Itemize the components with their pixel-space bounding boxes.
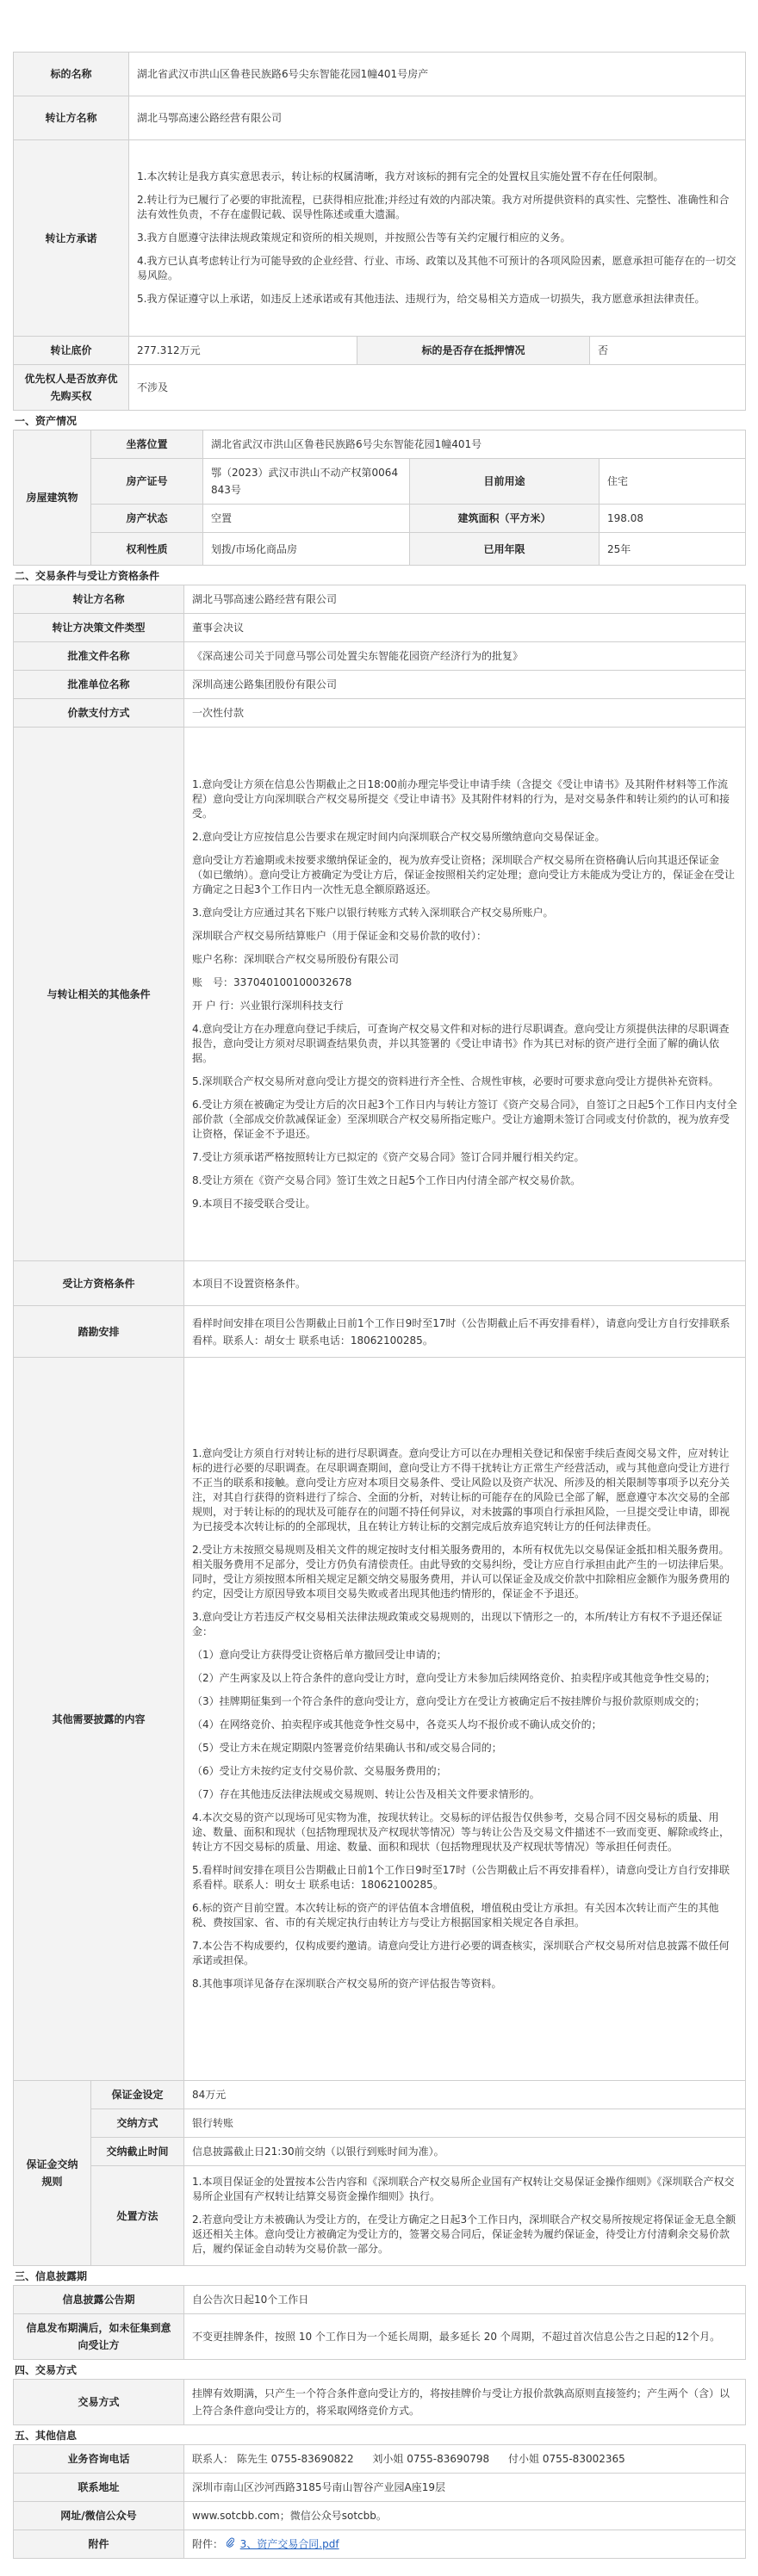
deal-transferor-label: 转让方名称 xyxy=(14,585,184,614)
section-contact-title: 五、其他信息 xyxy=(15,2430,78,2442)
nature-value: 划拨/市场化商品房 xyxy=(203,533,410,566)
use-value: 住宅 xyxy=(600,459,746,505)
subject-value: 湖北省武汉市洪山区鲁巷民族路6号尖东智能花园1幢401号房产 xyxy=(129,53,746,96)
contact-person: 联系人： 陈先生 0755-83690822 xyxy=(192,2453,354,2465)
extension-value: 不变更挂牌条件，按照 10 个工作日为一个延长周期，最多延长 20 个周期，不超过首次信息公告之日起的12个月。 xyxy=(184,2314,746,2360)
deposit-handling-label: 处置方法 xyxy=(91,2166,184,2266)
method-value: 挂牌有效期满，只产生一个符合条件意向受让方的，将按挂牌价与受让方报价款孰高原则直接签约；产生两个（含）以上符合条件意向受让方的，将采取网络竞价方式。 xyxy=(184,2380,746,2425)
commitment-list xyxy=(129,140,746,337)
deal-transferor-value: 湖北马鄂高速公路经营有限公司 xyxy=(184,585,746,614)
disclosure-paragraph: 3.意向受让方若违反产权交易相关法律法规政策或交易规则的，出现以下情形之一的，本所/转让方有权不予退还保证金： xyxy=(192,1611,723,1638)
account-number: 账 号：337040100100032678 xyxy=(192,975,352,988)
condition-paragraph: 深圳联合产权交易所结算账户（用于保证金和交易价款的收付）： xyxy=(192,929,488,942)
approval-doc-label: 批准文件名称 xyxy=(14,642,184,671)
status-value: 空置 xyxy=(203,505,410,533)
commitment-item: 1.本次转让是我方真实意思表示，转让标的权属清晰，我方对该标的拥有完全的处置权且实施处置不存在任何限制。 xyxy=(137,170,664,183)
price-value: 277.312万元 xyxy=(129,337,357,365)
deposit-amount-value: 84万元 xyxy=(184,2081,746,2109)
attachment-label: 附件 xyxy=(14,2530,184,2559)
disclosure-paragraph: 5.看样时间安排在项目公告期截止日前1个工作日9时至17时（公告期截止后不再安排看样），请意向受让方自行安排联系看样。联系人：明女士 联系电话：18062100285。 xyxy=(192,1864,730,1891)
decision-label: 转让方决策文件类型 xyxy=(14,614,184,642)
attachment-value xyxy=(184,2530,746,2559)
commitment-item: 5.我方保证遵守以上承诺，如违反上述承诺或有其他违法、违规行为，给交易相关方造成一切损失，我方愿意承担法律责任。 xyxy=(137,293,705,305)
qualification-label: 受让方资格条件 xyxy=(14,1261,184,1306)
contact-person: 付小姐 0755-83002365 xyxy=(508,2453,625,2465)
contact-table xyxy=(13,2444,746,2559)
method-label: 交易方式 xyxy=(14,2380,184,2425)
section-method-title: 四、交易方式 xyxy=(15,2364,78,2376)
location-value: 湖北省武汉市洪山区鲁巷民族路6号尖东智能花园1幢401号 xyxy=(203,430,746,459)
other-conditions-label: 与转让相关的其他条件 xyxy=(14,728,184,1261)
transferor-value: 湖北马鄂高速公路经营有限公司 xyxy=(129,96,746,140)
deposit-amount-label: 保证金设定 xyxy=(91,2081,184,2109)
attachment-link[interactable]: 3、资产交易合同.pdf xyxy=(239,2538,339,2550)
years-value: 25年 xyxy=(600,533,746,566)
disclosure-paragraph: 2.受让方未按照交易规则及相关文件的规定按时支付相关服务费用的，本所有权优先以交易保证金抵扣相关服务费用。相关服务费用不足部分，受让方仍负有清偿责任。由此导致的交易纠纷，受让方应自行承担由此产生的一切法律后果。同时，受让方须按照本所相关规定足额交纳交易服务费用，并认可以保证金及成交价款中扣除相应金额作为服务费用的约定，因受让方原因导致本项目交易失败或者出现其他违约情形的，保证金不予退还。 xyxy=(192,1544,730,1600)
method-table xyxy=(13,2379,746,2425)
location-label: 坐落位置 xyxy=(91,430,203,459)
asset-category: 房屋建筑物 xyxy=(14,430,91,566)
area-label: 建筑面积（平方米） xyxy=(410,505,600,533)
nature-label: 权利性质 xyxy=(91,533,203,566)
deposit-method-label: 交纳方式 xyxy=(91,2109,184,2138)
payment-value: 一次性付款 xyxy=(184,699,746,728)
status-label: 房产状态 xyxy=(91,505,203,533)
disclosure-subitem: （2）产生两家及以上符合条件的意向受让方时，意向受让方未参加后续网络竞价、拍卖程序或其他竞争性交易的； xyxy=(192,1672,716,1684)
mortgage-label: 标的是否存在抵押情况 xyxy=(357,337,590,365)
deposit-handling-item: 2.若意向受让方未被确认为受让方的，在受让方确定之日起3个工作日内，深圳联合产权交易所按规定将保证金无息全额返还相关主体。意向受让方被确定为受让方的，签署交易合同后，保证金转为履约保证金，待受让方付清剩余交易价款后，履约保证金自动转为交易价款一部分。 xyxy=(192,2214,736,2255)
condition-paragraph: 3.意向受让方应通过其名下账户以银行转账方式转入深圳联合产权交易所账户。 xyxy=(192,906,554,919)
condition-paragraph: 8.受让方须在《资产交易合同》签订生效之日起5个工作日内付清全部产权交易价款。 xyxy=(192,1173,581,1186)
disclosure-label: 其他需要披露的内容 xyxy=(14,1358,184,2081)
disclosure-subitem: （4）在网络竞价、拍卖程序或其他竞争性交易中，各竞买人均不报价或不确认成交价的； xyxy=(192,1718,602,1731)
disclosure-subitem: （7）存在其他违反法律法规或交易规则、转让公告及相关文件要求情形的。 xyxy=(192,1788,540,1800)
viewing-value: 看样时间安排在项目公告期截止日前1个工作日9时至17时（公告期截止后不再安排看样），请意向受让方自行安排联系看样。联系人：胡女士 联系电话：18062100285。 xyxy=(184,1306,746,1358)
approval-unit-label: 批准单位名称 xyxy=(14,671,184,699)
account-bank: 开 户 行：兴业银行深圳科技支行 xyxy=(192,999,344,1012)
price-label: 转让底价 xyxy=(14,337,129,365)
disclosure-subitem: （5）受让方未在规定期限内签署竞价结果确认书和/或交易合同的； xyxy=(192,1742,502,1754)
period-value: 自公告次日起10个工作日 xyxy=(184,2286,746,2314)
section-info-title: 三、信息披露期 xyxy=(15,2270,88,2282)
payment-label: 价款支付方式 xyxy=(14,699,184,728)
disclosure-paragraph: 7.本公告不构成要约，仅构成要约邀请。请意向受让方进行必要的调查核实，深圳联合产权交易所对信息披露不做任何承诺或担保。 xyxy=(192,1940,730,1966)
condition-paragraph: 1.意向受让方须在信息公告期截止之日18:00前办理完毕受让申请手续（含提交《受让申请书》及其附件材料等工作流程）意向受让方向深圳联合产权交易所提交《受让申请书》及其附件材料的行为，是对交易条件和转让须约的认可和接受。 xyxy=(192,777,730,820)
area-value: 198.08 xyxy=(600,505,746,533)
years-label: 已用年限 xyxy=(410,533,600,566)
qualification-value: 本项目不设置资格条件。 xyxy=(184,1261,746,1306)
deposit-handling-item: 1.本项目保证金的处置按本公告内容和《深圳联合产权交易所企业国有产权转让交易保证金操作细则》《深圳联合产权交易所企业国有产权转让结算交易资金操作细则》执行。 xyxy=(192,2176,735,2202)
info-table xyxy=(13,2285,746,2360)
condition-paragraph: 意向受让方若逾期或未按要求缴纳保证金的，视为放弃受让资格；深圳联合产权交易所在资格确认后向其退还保证金（如已缴纳）。意向受让方被确定为受让方后，保证金按照相关约定处理；意向受让方未能成为受让方的，保证金在受让方确定之日起3个工作日内一次性无息全额原路返还。 xyxy=(192,853,736,895)
disclosure-content xyxy=(184,1358,746,2081)
cert-label: 房产证号 xyxy=(91,459,203,505)
disclosure-subitem: （1）意向受让方获得受让资格后单方撤回受让申请的； xyxy=(192,1649,447,1661)
project-summary-table xyxy=(13,52,746,411)
paperclip-icon xyxy=(227,2537,235,2548)
commitment-item: 2.转让行为已履行了必要的审批流程，已获得相应批准;并经过有效的内部决策。我方对所提供资料的真实性、完整性、准确性和合法有效性负责，不存在虚假记载、误导性陈述或重大遗漏。 xyxy=(137,194,730,220)
disclosure-paragraph: 4.本次交易的资产以现场可见实物为准，按现状转让。交易标的评估报告仅供参考，交易合同不因交易标的质量、用途、数量、面积和现状（包括物理现状及产权现状等情况）等与转让公告及交易文件描述不一致而变更、解除或终止，转让方不因交易标的质量、用途、数量、面积和现状（包括物理现状及产权现状等情况）等承担任何责任。 xyxy=(192,1811,730,1853)
mortgage-value: 否 xyxy=(590,337,746,365)
transferor-label: 转让方名称 xyxy=(14,96,129,140)
condition-paragraph: 4.意向受让方在办理意向登记手续后，可查询产权交易文件和对标的进行尽职调查。意向受让方须提供法律的尽职调查报告，意向受让方须对尽职调查结果负责，并以其签署的《受让申请书》作为其已对标的资产进行全面了解的确认依据。 xyxy=(192,1022,730,1064)
contact-person: 刘小姐 0755-83690798 xyxy=(372,2453,490,2465)
deposit-handling-content xyxy=(184,2166,746,2266)
approval-doc-value: 《深高速公司关于同意马鄂公司处置尖东智能花园资产经济行为的批复》 xyxy=(184,642,746,671)
viewing-label: 踏勘安排 xyxy=(14,1306,184,1358)
web-value[interactable]: www.sotcbb.com；微信公众号sotcbb。 xyxy=(184,2502,746,2530)
approval-unit-value: 深圳高速公路集团股份有限公司 xyxy=(184,671,746,699)
condition-paragraph: 2.意向受让方应按信息公告要求在规定时间内向深圳联合产权交易所缴纳意向交易保证金。 xyxy=(192,830,606,843)
deposit-method-value: 银行转账 xyxy=(184,2109,746,2138)
attachment-prefix: 附件： xyxy=(192,2538,224,2550)
deposit-deadline-value: 信息披露截止日21:30前交纳（以银行到账时间为准）。 xyxy=(184,2138,746,2166)
section-asset-title: 一、资产情况 xyxy=(15,415,78,427)
deal-table xyxy=(13,585,746,2266)
subject-label: 标的名称 xyxy=(14,53,129,96)
period-label: 信息披露公告期 xyxy=(14,2286,184,2314)
condition-paragraph: 5.深圳联合产权交易所对意向受让方提交的资料进行齐全性、合规性审核，必要时可要求意向受让方提供补充资料。 xyxy=(192,1074,719,1087)
commitment-item: 4.我方已认真考虑转让行为可能导致的企业经营、行业、市场、政策以及其他不可预计的各项风险因素，愿意承担可能存在的一切交易风险。 xyxy=(137,255,736,282)
account-name: 账户名称：深圳联合产权交易所股份有限公司 xyxy=(192,952,400,965)
commitment-item: 3.我方自愿遵守法律法规政策规定和资所的相关规则，并按照公告等有关约定履行相应的义务。 xyxy=(137,232,571,244)
deposit-deadline-label: 交纳截止时间 xyxy=(91,2138,184,2166)
web-label: 网址/微信公众号 xyxy=(14,2502,184,2530)
disclosure-paragraph: 6.标的资产目前空置。本次转让标的资产的评估值本含增值税，增值税由受让方承担。有关因本次转让而产生的其他税、费按国家、省、市的有关规定执行由转让方与受让方根据国家相关规定各自承担。 xyxy=(192,1902,719,1929)
cert-value: 鄂（2023）武汉市洪山不动产权第0064843号 xyxy=(203,459,410,505)
decision-value: 董事会决议 xyxy=(184,614,746,642)
disclosure-subitem: （3）挂牌期征集到一个符合条件的意向受让方，意向受让方在受让方被确定后不按挂牌价与报价款原则成交的； xyxy=(192,1695,705,1707)
condition-paragraph: 6.受让方须在被确定为受让方后的次日起3个工作日内与转让方签订《资产交易合同》，自签订之日起5个工作日内支付全部价款（全部成交价款减保证金）至深圳联合产权交易所指定账户。受让方逾期未签订合同或支付价款的，视为放弃受让资格，保证金不予退还。 xyxy=(192,1098,737,1140)
disclosure-subitem: （6）受让方未按约定支付交易价款、交易服务费用的； xyxy=(192,1765,447,1777)
condition-paragraph: 7.受让方须承诺严格按照转让方已拟定的《资产交易合同》签订合同并履行相关约定。 xyxy=(192,1150,585,1163)
priority-value: 不涉及 xyxy=(129,365,746,411)
condition-paragraph: 9.本项目不接受联合受让。 xyxy=(192,1197,316,1210)
deposit-rules-label: 保证金交纳规则 xyxy=(14,2081,91,2266)
other-conditions-content xyxy=(184,728,746,1261)
disclosure-paragraph: 1.意向受让方须自行对转让标的进行尽职调查。意向受让方可以在办理相关登记和保密手续后查阅交易文件，应对转让标的进行必要的尽职调查。在尽职调查期间，意向受让方不得干扰转让方正常生产经营活动，或与其他意向受让方进行不正当的联系和接触。意向受让方应对本项目交易条件、受让风险以及资产状况、所涉及的相关限制等事项予以充分关注，对其自行获得的资料进行了综合、全面的分析，对转让标的可能存在的风险已全部了解，愿意遵守本次交易的全部规则，对于转让标的的现状及可能存在的问题不持任何异议，对未披露的事项自行承担风险，一旦提交受让申请，即视为已接受本次转让标的的全部现状，且在转让方转让标的交割完成后放弃追究转让方的任何法律责任。 xyxy=(192,1447,730,1533)
section-deal-title: 二、交易条件与受让方资格条件 xyxy=(15,570,160,582)
consult-value xyxy=(184,2445,746,2474)
address-label: 联系地址 xyxy=(14,2474,184,2502)
address-value: 深圳市南山区沙河西路3185号南山智谷产业园A座19层 xyxy=(184,2474,746,2502)
commitment-label: 转让方承诺 xyxy=(14,140,129,337)
use-label: 目前用途 xyxy=(410,459,600,505)
extension-label: 信息发布期满后，如未征集到意向受让方 xyxy=(14,2314,184,2360)
priority-label: 优先权人是否放弃优先购买权 xyxy=(14,365,129,411)
disclosure-paragraph: 8.其他事项详见备存在深圳联合产权交易所的资产评估报告等资料。 xyxy=(192,1978,502,1990)
asset-table xyxy=(13,430,746,566)
consult-label: 业务咨询电话 xyxy=(14,2445,184,2474)
